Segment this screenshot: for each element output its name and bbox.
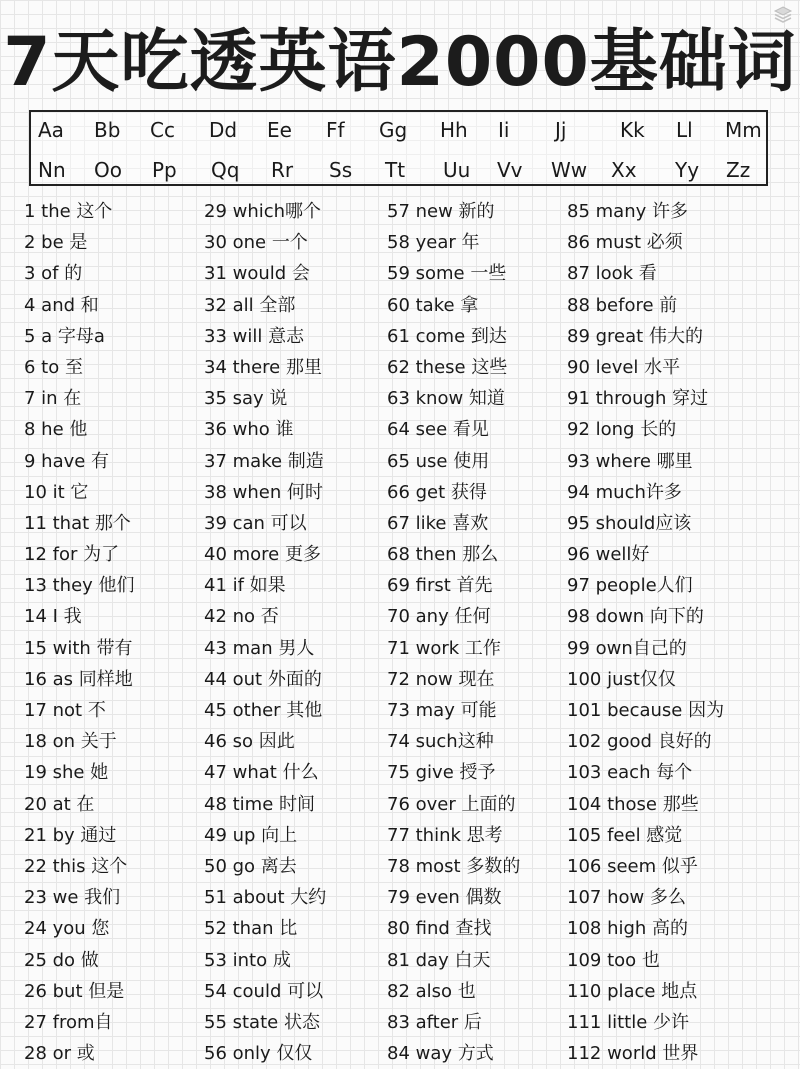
word-entry: 11 that 那个 (24, 512, 131, 534)
word-entry: 24 you 您 (24, 918, 110, 940)
word-column-3 (387, 196, 567, 1069)
word-entry: 10 it 它 (24, 481, 89, 503)
word-entry: 88 before 前 (567, 294, 678, 316)
alphabet-letter: Ww (551, 158, 588, 182)
alphabet-letter: Ff (326, 118, 345, 142)
word-entry: 52 than 比 (204, 918, 298, 940)
word-entry: 9 have 有 (24, 450, 110, 472)
word-entry: 71 work 工作 (387, 637, 501, 659)
word-entry: 98 down 向下的 (567, 606, 704, 628)
word-entry: 85 many 许多 (567, 201, 688, 222)
alphabet-letter: Aa (38, 118, 64, 142)
alphabet-letter: Vv (497, 158, 523, 182)
alphabet-letter: Rr (271, 158, 294, 182)
word-entry: 45 other 其他 (204, 700, 323, 721)
word-entry: 8 he 他 (24, 419, 88, 441)
word-entry: 65 use 使用 (387, 450, 490, 472)
word-entry: 97 people人们 (567, 575, 693, 597)
alphabet-letter: Ss (329, 158, 353, 182)
word-entry: 78 most 多数的 (387, 855, 521, 877)
word-entry: 50 go 离去 (204, 855, 297, 877)
alphabet-letter: Bb (94, 118, 121, 142)
word-entry: 106 seem 似乎 (567, 855, 698, 877)
word-entry: 31 would 会 (204, 263, 310, 285)
word-entry: 39 can 可以 (204, 512, 307, 534)
word-entry: 19 she 她 (24, 762, 109, 784)
word-entry: 93 where 哪里 (567, 450, 693, 472)
word-entry: 12 for 为了 (24, 544, 120, 566)
alphabet-letter: Ii (498, 118, 510, 142)
word-entry: 95 should应该 (567, 512, 692, 534)
word-entry: 36 who 谁 (204, 419, 294, 441)
alphabet-letter: Pp (152, 158, 177, 182)
word-entry: 87 look 看 (567, 263, 657, 285)
word-entry: 40 more 更多 (204, 544, 321, 566)
word-entry: 54 could 可以 (204, 980, 324, 1002)
word-entry: 33 will 意志 (204, 325, 305, 347)
word-entry: 30 one 一个 (204, 232, 308, 254)
word-entry: 49 up 向上 (204, 824, 298, 846)
word-entry: 15 with 带有 (24, 637, 133, 659)
word-entry: 53 into 成 (204, 949, 291, 971)
alphabet-letter: Hh (440, 118, 468, 142)
word-entry: 64 see 看见 (387, 419, 489, 441)
word-entry: 81 day 白天 (387, 949, 491, 971)
word-entry: 35 say 说 (204, 388, 288, 410)
word-entry: 46 so 因此 (204, 731, 295, 753)
word-entry: 57 new 新的 (387, 201, 495, 222)
word-column-4 (567, 196, 747, 1069)
word-entry: 112 world 世界 (567, 1043, 699, 1065)
word-entry: 105 feel 感觉 (567, 824, 683, 846)
word-entry: 90 level 水平 (567, 356, 681, 378)
word-entry: 101 because 因为 (567, 700, 725, 721)
word-entry: 6 to 至 (24, 356, 83, 378)
word-entry: 99 own自己的 (567, 637, 687, 659)
word-entry: 89 great 伟大的 (567, 325, 703, 347)
word-entry: 83 after 后 (387, 1011, 482, 1033)
word-entry: 18 on 关于 (24, 731, 117, 753)
word-entry: 22 this 这个 (24, 855, 128, 877)
word-entry: 41 if 如果 (204, 575, 286, 597)
word-column-1 (24, 196, 204, 1069)
word-entry: 73 may 可能 (387, 700, 497, 721)
word-entry: 14 I 我 (24, 606, 82, 628)
alphabet-letter: Dd (209, 118, 238, 142)
word-entry: 25 do 做 (24, 949, 99, 971)
word-entry: 26 but 但是 (24, 980, 125, 1002)
word-entry: 16 as 同样地 (24, 668, 133, 690)
word-entry: 84 way 方式 (387, 1043, 494, 1065)
word-entry: 74 such这种 (387, 731, 494, 753)
word-entry: 5 a 字母a (24, 325, 105, 347)
word-entry: 91 through 穿过 (567, 388, 709, 410)
word-entry: 28 or 或 (24, 1043, 95, 1065)
word-entry: 3 of 的 (24, 263, 83, 285)
word-entry: 13 they 他们 (24, 575, 135, 597)
word-entry: 4 and 和 (24, 294, 99, 316)
word-entry: 76 over 上面的 (387, 793, 516, 815)
word-entry: 1 the 这个 (24, 201, 113, 222)
word-entry: 111 little 少许 (567, 1011, 689, 1033)
word-entry: 55 state 状态 (204, 1011, 320, 1033)
word-entry: 27 from自 (24, 1011, 113, 1033)
alphabet-letter: Jj (555, 118, 567, 142)
alphabet-letter: Tt (385, 158, 406, 182)
word-entry: 80 find 查找 (387, 918, 492, 940)
word-entry: 48 time 时间 (204, 793, 316, 815)
alphabet-letter: Yy (675, 158, 700, 182)
word-entry: 20 at 在 (24, 793, 95, 815)
word-entry: 34 there 那里 (204, 356, 322, 378)
alphabet-letter: Mm (725, 118, 762, 142)
word-entry: 82 also 也 (387, 980, 476, 1002)
alphabet-letter: Oo (94, 158, 122, 182)
word-entry: 86 must 必须 (567, 232, 683, 254)
word-entry: 2 be 是 (24, 232, 88, 254)
alphabet-letter: Cc (150, 118, 175, 142)
word-entry: 108 high 高的 (567, 918, 689, 940)
word-entry: 47 what 什么 (204, 762, 319, 784)
word-entry: 21 by 通过 (24, 824, 117, 846)
word-entry: 37 make 制造 (204, 450, 324, 472)
word-entry: 109 too 也 (567, 949, 660, 971)
word-entry: 110 place 地点 (567, 980, 698, 1002)
word-entry: 43 man 男人 (204, 637, 315, 659)
word-entry: 32 all 全部 (204, 294, 296, 316)
word-entry: 7 in 在 (24, 388, 82, 410)
word-entry: 60 take 拿 (387, 294, 479, 316)
word-entry: 51 about 大约 (204, 887, 327, 909)
word-entry: 68 then 那么 (387, 544, 499, 566)
word-column-2 (204, 196, 384, 1069)
word-entry: 92 long 长的 (567, 419, 677, 441)
word-entry: 62 these 这些 (387, 356, 508, 378)
word-entry: 17 not 不 (24, 700, 106, 721)
page-title: 7天吃透英语2000基础词 (3, 23, 797, 102)
word-entry: 38 when 何时 (204, 481, 323, 503)
word-entry: 75 give 授予 (387, 762, 496, 784)
alphabet-letter: Qq (211, 158, 240, 182)
word-entry: 70 any 任何 (387, 606, 491, 628)
word-entry: 104 those 那些 (567, 793, 699, 815)
alphabet-letter: Gg (379, 118, 408, 142)
word-entry: 103 each 每个 (567, 762, 693, 784)
word-entry: 44 out 外面的 (204, 668, 322, 690)
word-entry: 79 even 偶数 (387, 887, 502, 909)
word-entry: 107 how 多么 (567, 887, 686, 909)
word-entry: 63 know 知道 (387, 388, 505, 410)
word-entry: 72 now 现在 (387, 668, 495, 690)
word-entry: 102 good 良好的 (567, 731, 712, 753)
alphabet-table (29, 110, 768, 186)
alphabet-letter: Ll (676, 118, 693, 142)
word-entry: 61 come 到达 (387, 325, 507, 347)
word-entry: 42 no 否 (204, 606, 279, 628)
alphabet-letter: Nn (38, 158, 66, 182)
word-entry: 94 much许多 (567, 481, 682, 503)
word-entry: 100 just仅仅 (567, 668, 676, 690)
alphabet-letter: Ee (267, 118, 292, 142)
layers-icon (772, 4, 794, 26)
word-entry: 58 year 年 (387, 232, 480, 254)
word-entry: 67 like 喜欢 (387, 512, 489, 534)
alphabet-letter: Xx (611, 158, 637, 182)
word-entry: 77 think 思考 (387, 824, 503, 846)
alphabet-letter: Kk (620, 118, 645, 142)
alphabet-letter: Uu (443, 158, 471, 182)
word-entry: 29 which哪个 (204, 201, 322, 222)
word-entry: 96 well好 (567, 544, 650, 566)
alphabet-letter: Zz (726, 158, 751, 182)
word-entry: 23 we 我们 (24, 887, 121, 909)
alphabet-row-1 (31, 114, 766, 146)
word-entry: 56 only 仅仅 (204, 1043, 313, 1065)
word-entry: 59 some 一些 (387, 263, 507, 285)
alphabet-row-2 (31, 154, 766, 186)
word-entry: 69 first 首先 (387, 575, 493, 597)
word-entry: 66 get 获得 (387, 481, 487, 503)
